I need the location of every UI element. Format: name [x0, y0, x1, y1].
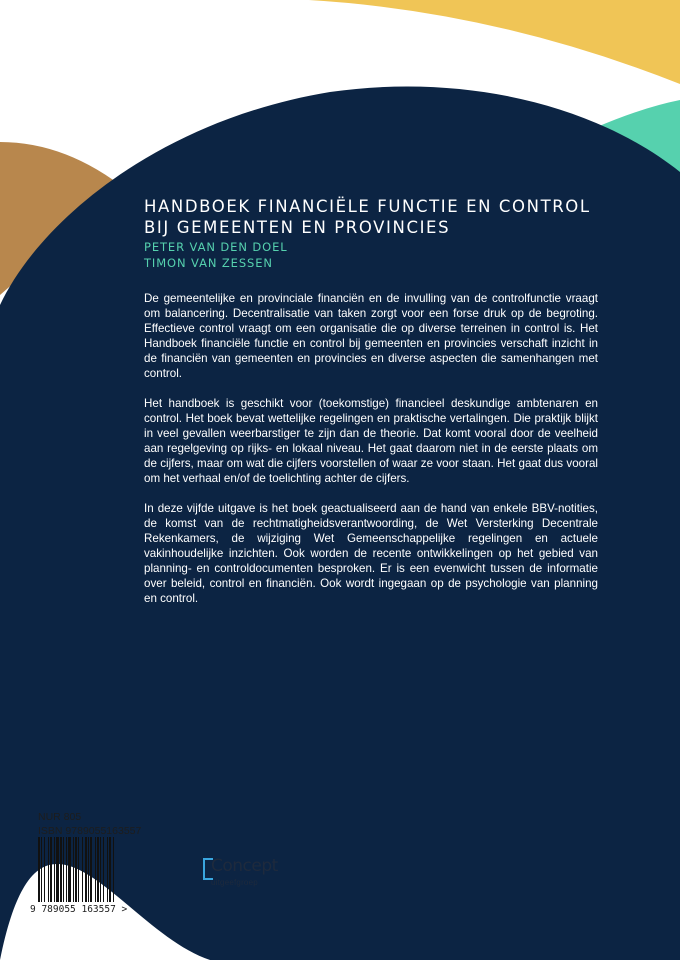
barcode-bar	[97, 837, 99, 902]
isbn: ISBN 9789055163557	[38, 825, 142, 837]
barcode-bar	[63, 837, 64, 902]
barcode-bar	[41, 837, 42, 902]
barcode-bar	[95, 837, 96, 902]
barcode-bar	[50, 837, 52, 902]
blurb-paragraph-2: Het handboek is geschikt voor (toekomstige) financieel deskundige ambtenaren en control. Het boek bevat wettelijke regelingen en praktische vertalingen. Die praktijk blijkt in veel gevallen weerbarstiger te zijn dan de theorie. Dat komt vooral door de veelheid aan regelgeving op rijks- en lokaal niveau. Het gaat daarom niet in de eerste plaats om de cijfers, maar om wat die cijfers voorstellen of waar ze voor staan. Het gaat dus vooral om het verhaal en/of de toelichting achter de cijfers.	[144, 397, 598, 485]
barcode-bar	[109, 837, 111, 902]
barcode-bar	[66, 837, 67, 902]
book-title	[144, 196, 644, 238]
book-title-line-2: BIJ GEMEENTEN EN PROVINCIES	[144, 218, 451, 237]
barcode-bar	[48, 837, 49, 902]
author-1: PETER VAN DEN DOEL	[144, 240, 288, 254]
blurb	[144, 291, 598, 621]
nur-code: NUR 805	[38, 811, 82, 823]
barcode-bar	[90, 837, 92, 902]
barcode-bar	[107, 837, 108, 902]
blurb-paragraph-3: In deze vijfde uitgave is het boek geactualiseerd aan de hand van enkele BBV-notities, de komst van de rechtmatigheidsverantwoording, de Wet Versterking Decentrale Rekenkamers, de wijziging Wet Gemeenschappelijke regelingen en actuele vakinhoudelijke inzichten. Ook worden de recente ontwikkelingen op het gebied van planning- en controldocumenten besproken. Er is een evenwicht tussen de informatie over beleid, control en financiën. Ook wordt ingegaan op de psychologie van planning en control.	[144, 502, 598, 605]
barcode-digits: 9 789055 163557 >	[30, 904, 128, 915]
publisher-logo	[203, 856, 283, 892]
barcode-bar	[103, 837, 104, 902]
barcode	[38, 837, 138, 902]
barcode-bar	[78, 837, 79, 902]
barcode-bar	[113, 837, 114, 902]
barcode-bar	[38, 837, 40, 902]
gold-arc	[175, 0, 680, 84]
barcode-bar	[54, 837, 55, 902]
barcode-bar	[44, 837, 45, 902]
barcode-bar	[60, 837, 62, 902]
barcode-bar	[100, 837, 101, 902]
author-2: TIMON VAN ZESSEN	[144, 256, 273, 270]
barcode-bar	[73, 837, 74, 902]
barcode-bar	[82, 837, 83, 902]
authors	[144, 239, 288, 271]
publisher-name: Concept	[211, 856, 278, 876]
blurb-paragraph-1: De gemeentelijke en provinciale financiën en de invulling van de controlfunctie vraagt om balancering. Decentralisatie van taken zorgt voor een forse druk op de begroting. Effectieve control vraagt om een organisatie die op diverse terreinen in control is. Het Handboek financiële functie en control bij gemeenten en provincies verschaft inzicht in de financiën van gemeenten en provincies en diverse aspecten die samenhangen met control.	[144, 292, 598, 380]
barcode-bar	[88, 837, 89, 902]
barcode-bar	[75, 837, 77, 902]
barcode-bar	[56, 837, 59, 902]
barcode-bar	[85, 837, 87, 902]
barcode-bar	[68, 837, 71, 902]
book-metadata	[38, 810, 141, 838]
book-title-line-1: HANDBOEK FINANCIËLE FUNCTIE EN CONTROL	[144, 197, 591, 216]
publisher-subtitle: uitgeefgroep	[211, 878, 258, 887]
